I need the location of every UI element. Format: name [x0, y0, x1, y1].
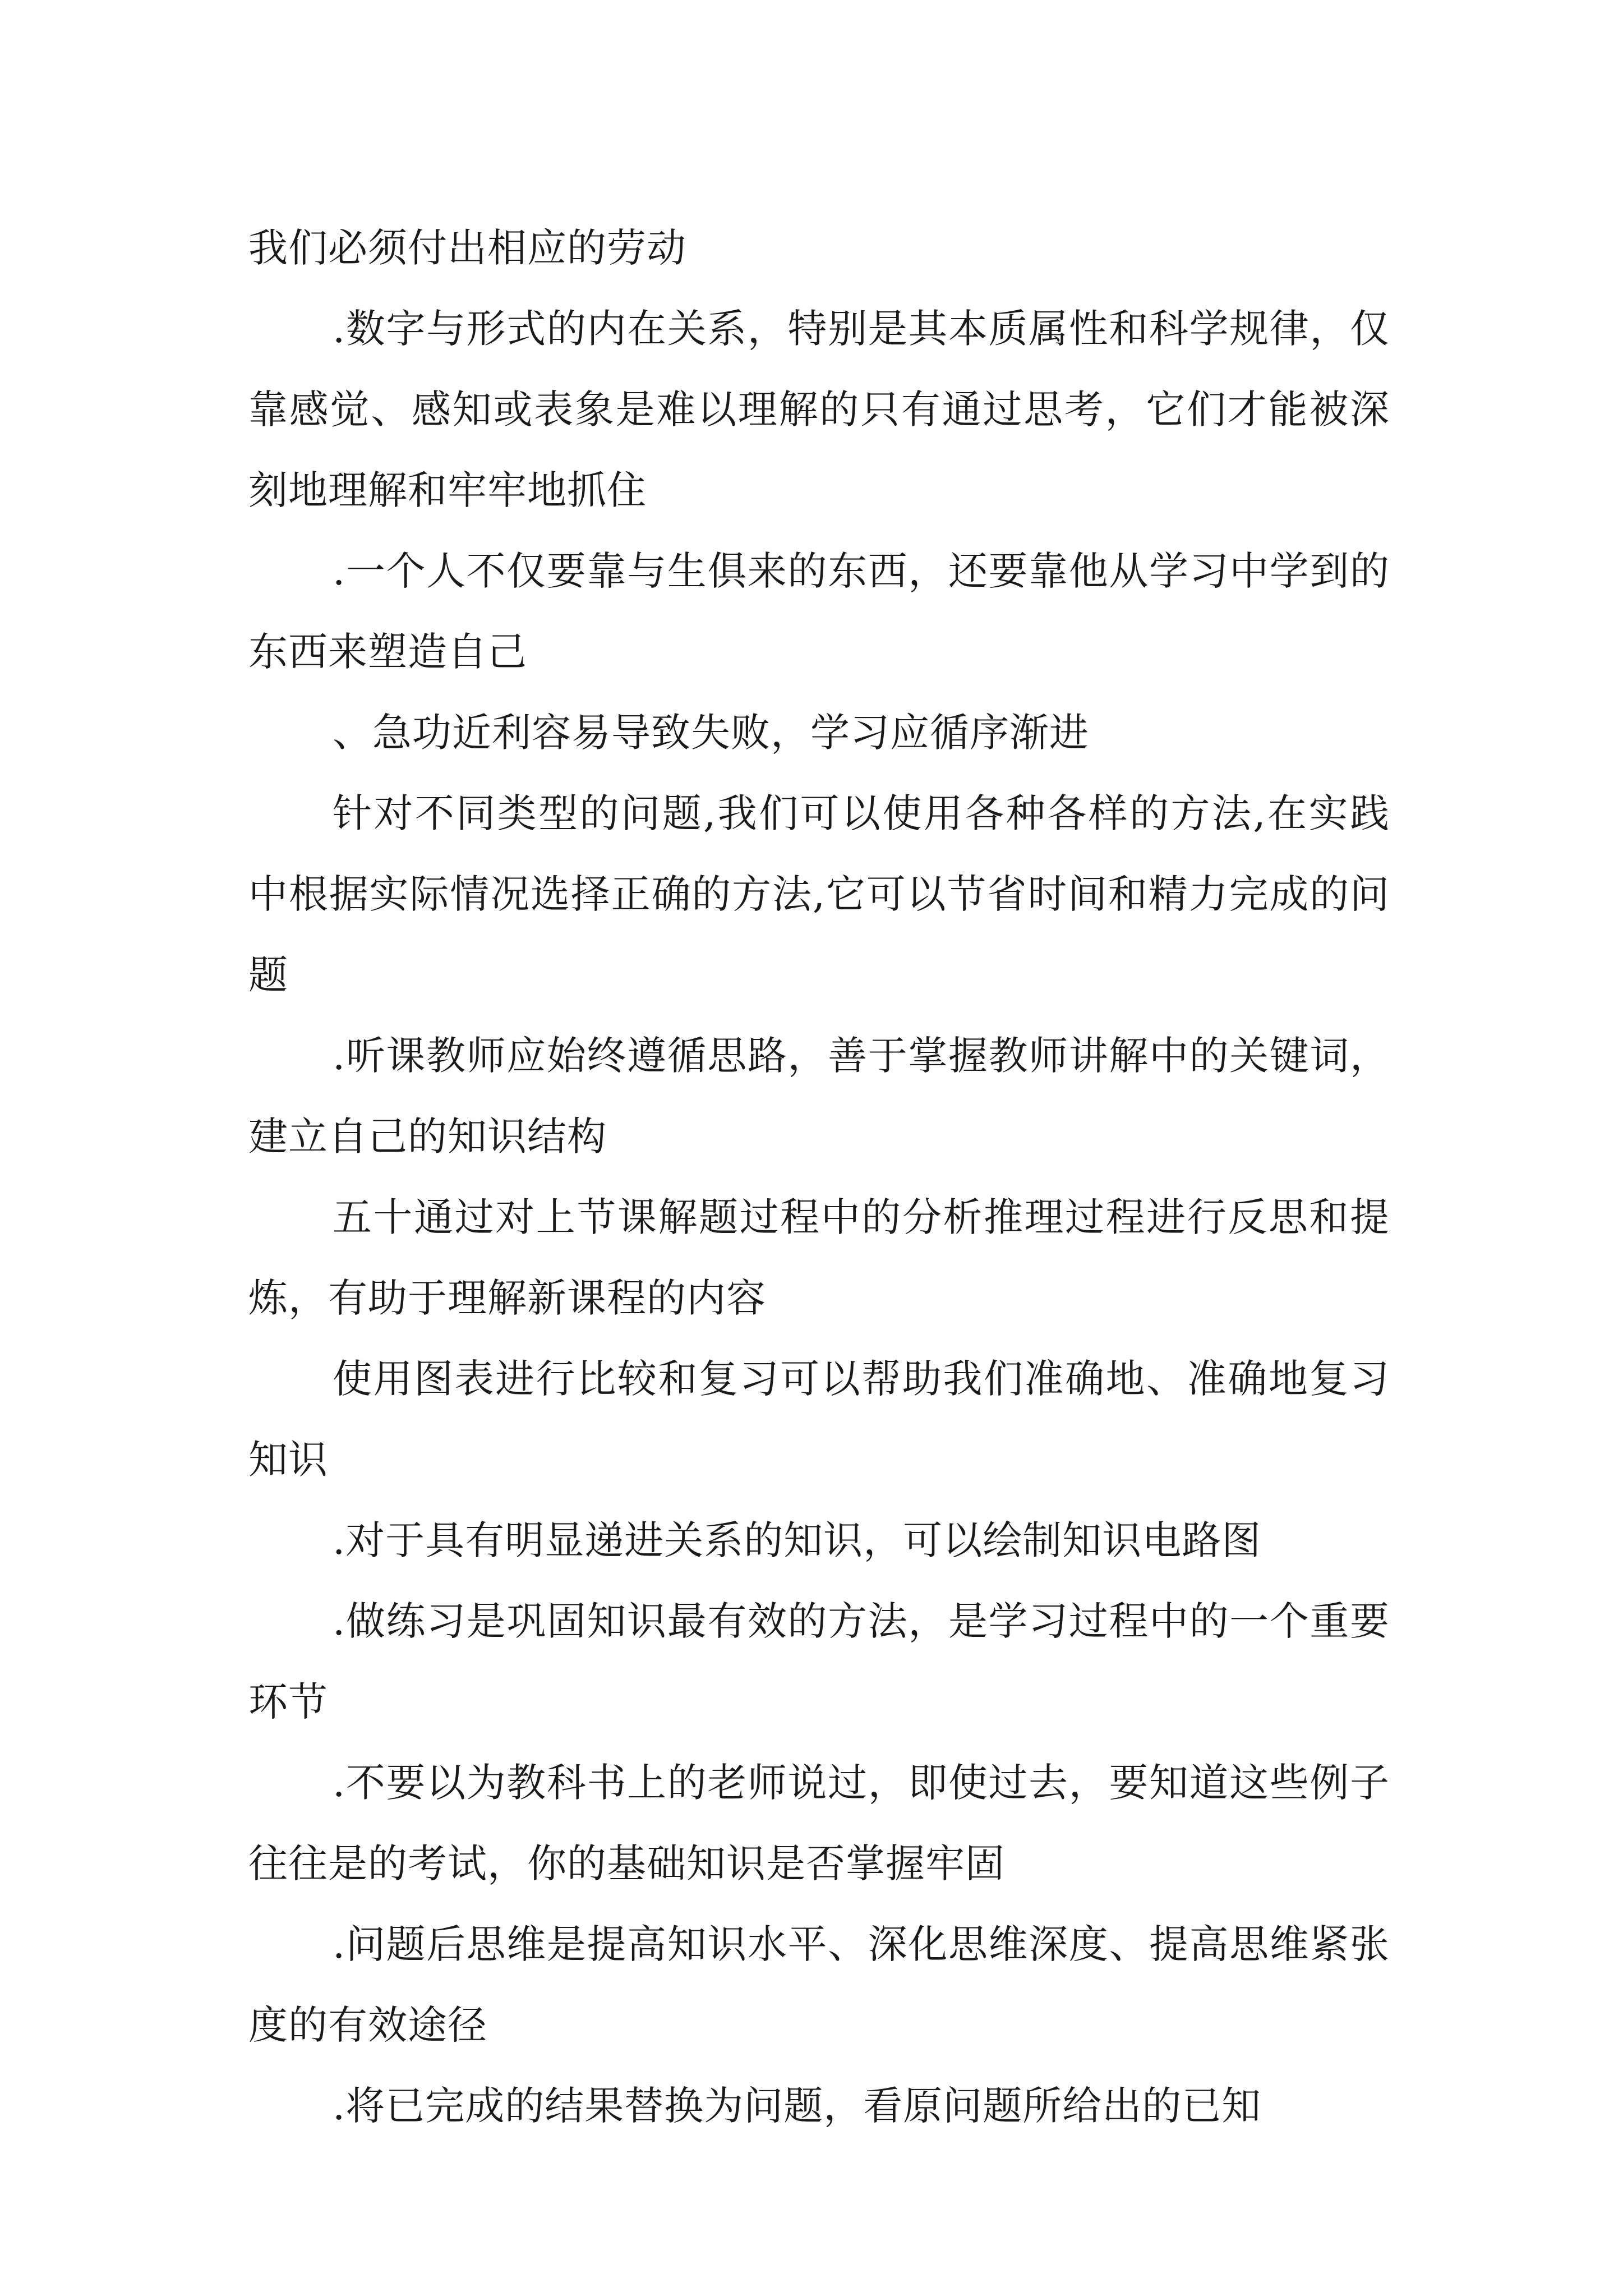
paragraph-4: 、急功近利容易导致失败，学习应循序渐进: [333, 710, 1089, 756]
paragraph-11: .不要以为教科书上的老师说过，即使过去，要知道这些例子往往是的考试，你的基础知识是否掌握牢固: [248, 1760, 1390, 1887]
paragraph-13: .将已完成的结果替换为问题，看原问题所给出的已知: [333, 2083, 1262, 2129]
paragraph-2: .数字与形式的内在关系，特别是其本质属性和科学规律，仅靠感觉、感知或表象是难以理解的只有通过思考，它们才能被深刻地理解和牢牢地抓住: [248, 306, 1390, 513]
paragraph-3: .一个人不仅要靠与生俱来的东西，还要靠他从学习中学到的东西来塑造自己: [248, 548, 1390, 675]
document-body: [248, 208, 1390, 2146]
paragraph-8: 使用图表进行比较和复习可以帮助我们准确地、准确地复习知识: [248, 1356, 1390, 1483]
paragraph-7: 五十通过对上节课解题过程中的分析推理过程进行反思和提炼，有助于理解新课程的内容: [248, 1194, 1390, 1321]
paragraph-1: 我们必须付出相应的劳动: [248, 225, 686, 271]
paragraph-9: .对于具有明显递进关系的知识，可以绘制知识电路图: [333, 1517, 1262, 1563]
paragraph-5: 针对不同类型的问题,我们可以使用各种各样的方法,在实践中根据实际情况选择正确的方法,它可以节省时间和精力完成的问题: [248, 790, 1390, 998]
paragraph-12: .问题后思维是提高知识水平、深化思维深度、提高思维紧张度的有效途径: [248, 1921, 1390, 2048]
paragraph-6: .听课教师应始终遵循思路，善于掌握教师讲解中的关键词，建立自己的知识结构: [248, 1033, 1390, 1159]
paragraph-10: .做练习是巩固知识最有效的方法，是学习过程中的一个重要环节: [248, 1598, 1390, 1725]
